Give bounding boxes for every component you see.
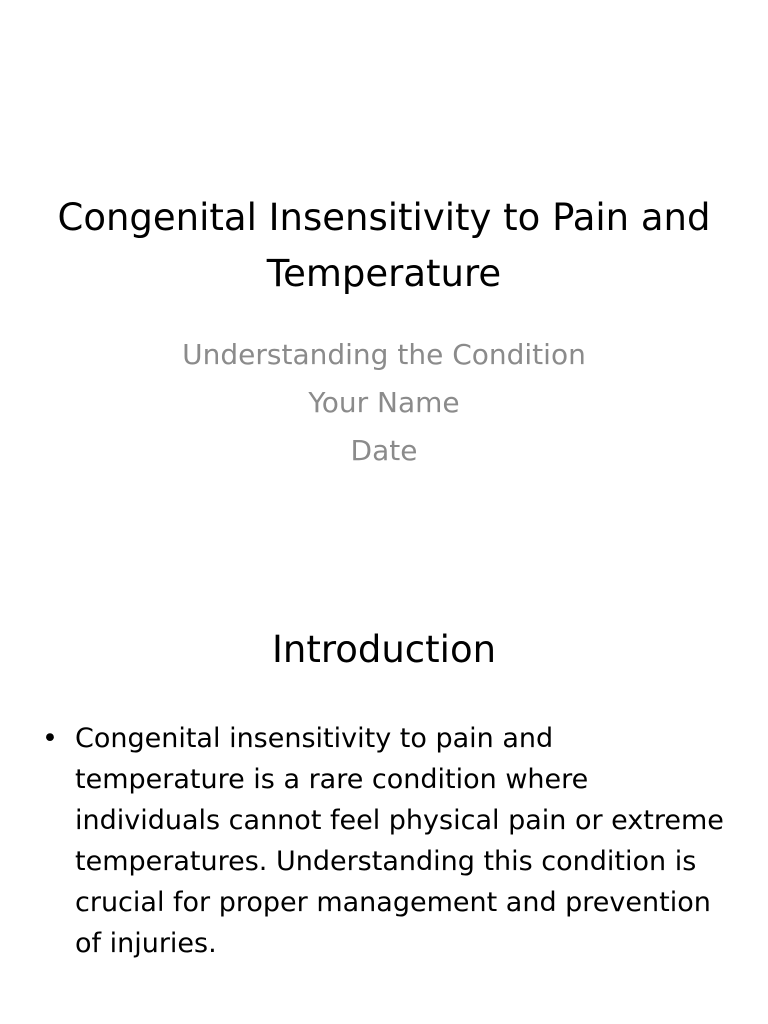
subtitle-block (40, 331, 728, 475)
bullet-icon: • (42, 723, 58, 754)
bullet-list (40, 718, 728, 964)
presentation-date: Date (350, 434, 418, 467)
subtitle-line: Understanding the Condition (182, 338, 586, 371)
presentation-title: Congenital Insensitivity to Pain and Temperature (57, 196, 711, 295)
author-name: Your Name (308, 386, 460, 419)
bullet-text: Congenital insensitivity to pain and temperature is a rare condition where individuals cannot feel physical pain or extreme temperatures. Understanding this condition is crucial for proper management and prevention of injuries. (75, 723, 724, 959)
list-item (40, 718, 728, 964)
slide-title: Introduction (271, 628, 497, 671)
introduction-slide (0, 512, 768, 1024)
